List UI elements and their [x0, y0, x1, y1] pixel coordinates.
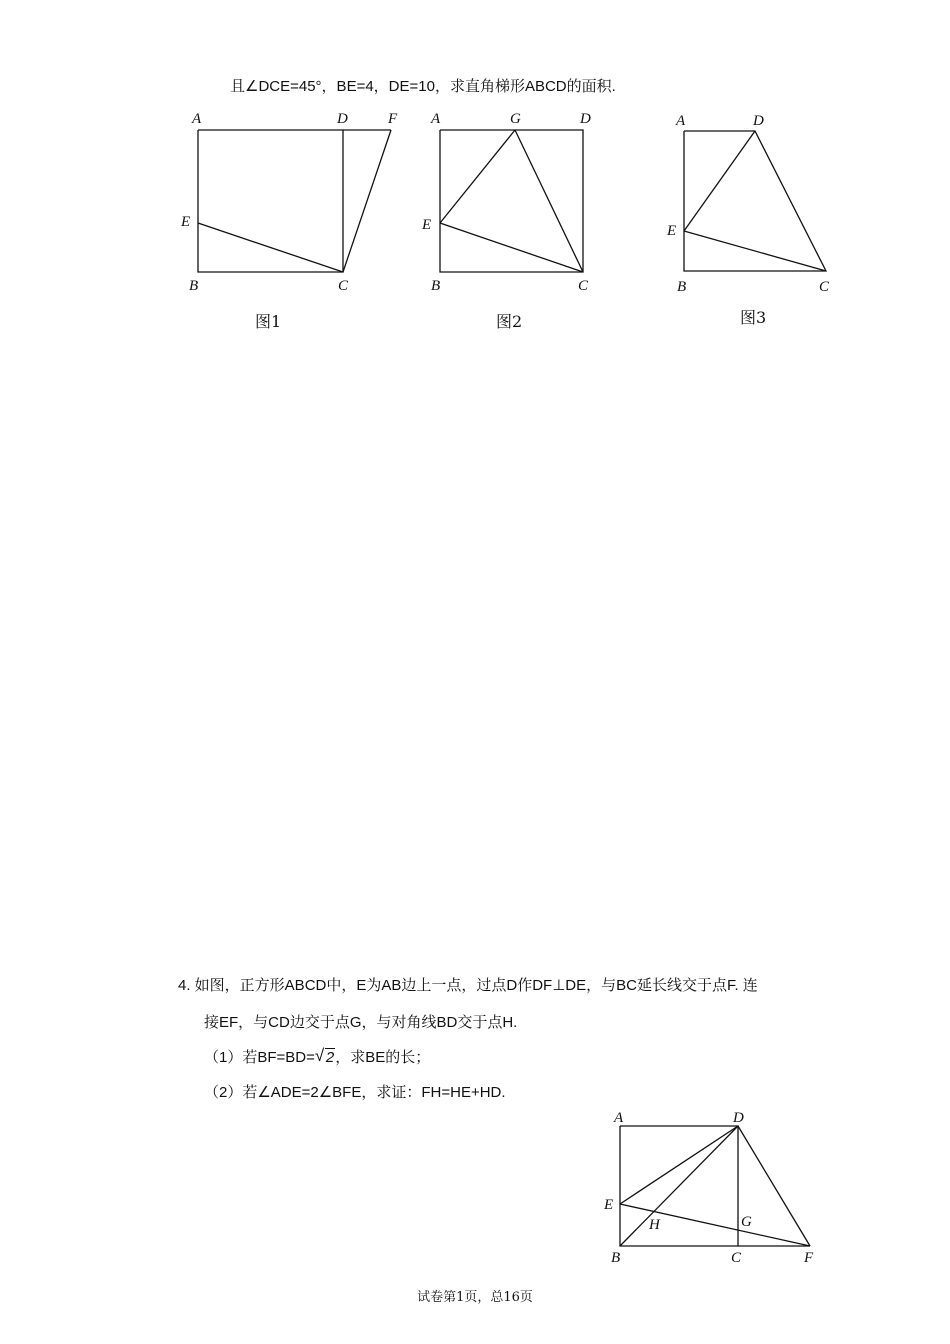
fig2-line-gc [515, 130, 583, 272]
fig2-label-e: E [422, 217, 432, 233]
fig3-label-c: C [819, 279, 830, 295]
fig1-line-fc [343, 130, 391, 272]
figure-1 [175, 105, 415, 305]
fig4-line-bd [620, 1126, 738, 1246]
fig2-line-eg [440, 130, 515, 223]
fig2-label-c: C [578, 278, 589, 294]
fig2-label-g: G [510, 111, 521, 127]
figure-1-caption: 图1 [255, 312, 282, 331]
fig2-line-ec [440, 223, 583, 272]
fig3-label-a: A [676, 113, 686, 129]
fig1-label-a: A [192, 111, 202, 127]
fig2-square [440, 130, 583, 272]
question-4-line-2: 接EF，与CD边交于点G，与对角线BD交于点H. [204, 1014, 518, 1031]
fig4-label-f: F [804, 1250, 814, 1266]
page-footer: 试卷第1页，总16页 [417, 1290, 533, 1305]
part-1-prefix: （1）若BF=BD= [204, 1049, 315, 1066]
figure-2 [420, 105, 610, 305]
fig3-label-e: E [667, 223, 677, 239]
question-4-line-1: 4. 如图，正方形ABCD中，E为AB边上一点，过点D作DF⊥DE，与BC延长线交于点F. 连 [178, 977, 758, 994]
question-4-part-1 [204, 1048, 430, 1068]
figure-2-caption: 图2 [496, 312, 523, 331]
fig1-square [198, 130, 343, 272]
figure-3-caption: 图3 [740, 308, 767, 327]
fig2-label-d: D [580, 111, 591, 127]
fig1-label-c: C [338, 278, 349, 294]
fig1-label-e: E [181, 214, 191, 230]
fig4-line-de [620, 1126, 738, 1204]
fig1-line-ec [198, 223, 343, 272]
fig3-label-d: D [753, 113, 764, 129]
fig3-line-ec [684, 231, 826, 271]
question-4-part-2: （2）若∠ADE=2∠BFE，求证：FH=HE+HD. [204, 1084, 506, 1101]
fig1-label-b: B [189, 278, 199, 294]
question-3-condition: 且∠DCE=45°，BE=4，DE=10，求直角梯形ABCD的面积. [230, 78, 616, 95]
figure-4 [598, 1105, 838, 1275]
sqrt-expression [315, 1048, 335, 1068]
radicand: 2 [325, 1049, 335, 1066]
fig4-label-g: G [741, 1214, 752, 1230]
radical-sign: √ [314, 1046, 325, 1065]
part-1-suffix: ，求BE的长； [335, 1049, 431, 1066]
fig1-label-f: F [388, 111, 398, 127]
fig4-label-h: H [649, 1217, 660, 1233]
fig4-label-d: D [733, 1110, 744, 1126]
fig3-line-ed [684, 131, 755, 231]
fig4-label-b: B [611, 1250, 621, 1266]
fig4-label-e: E [604, 1197, 614, 1213]
fig3-label-b: B [677, 279, 687, 295]
fig2-label-a: A [431, 111, 441, 127]
fig2-label-b: B [431, 278, 441, 294]
figure-3 [660, 105, 860, 305]
fig1-label-d: D [337, 111, 348, 127]
fig4-label-c: C [731, 1250, 742, 1266]
fig4-label-a: A [614, 1110, 624, 1126]
